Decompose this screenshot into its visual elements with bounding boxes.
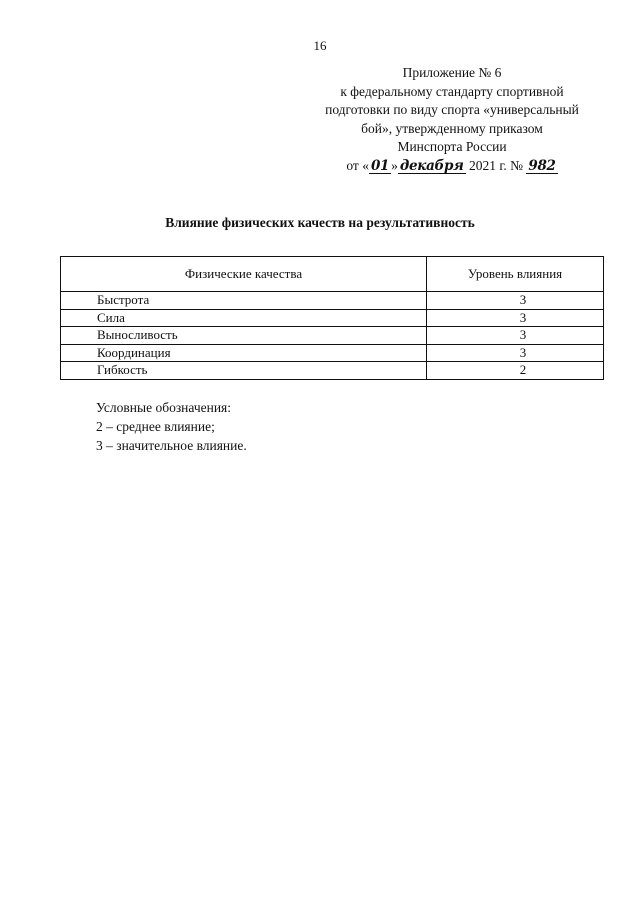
table-row — [61, 292, 604, 310]
document-title: Влияние физических качеств на результативность — [165, 215, 475, 230]
appendix-line: бой», утвержденному приказом — [361, 120, 543, 136]
appendix-title: Приложение № 6 — [402, 65, 502, 80]
handwritten-order-number: 982 — [528, 157, 556, 174]
order-date-line — [302, 157, 602, 176]
level-cell: 3 — [427, 327, 604, 345]
appendix-line: к федеральному стандарту спортивной — [340, 83, 564, 99]
quality-cell: Быстрота — [61, 292, 427, 310]
quality-cell: Сила — [61, 309, 427, 327]
quality-cell: Выносливость — [61, 327, 427, 345]
handwritten-month: декабря — [399, 157, 464, 174]
table-row — [61, 327, 604, 345]
page-number: 16 — [313, 38, 327, 53]
appendix-line: Минспорта России — [397, 139, 507, 154]
column-header-level: Уровень влияния — [427, 257, 604, 292]
table-row — [61, 309, 604, 327]
legend — [96, 398, 247, 455]
quality-cell: Гибкость — [61, 362, 427, 380]
qualities-table — [60, 256, 604, 380]
handwritten-day: 01 — [370, 157, 390, 174]
appendix-header — [302, 64, 602, 175]
quality-cell: Координация — [61, 344, 427, 362]
table-header-row — [61, 257, 604, 292]
table-row — [61, 362, 604, 380]
level-cell: 2 — [427, 362, 604, 380]
level-cell: 3 — [427, 344, 604, 362]
date-year: 2021 г. № — [468, 157, 523, 173]
legend-item: 2 – среднее влияние; — [96, 419, 215, 434]
appendix-line: подготовки по виду спорта «универсальный — [325, 102, 579, 117]
date-prefix: от « — [346, 157, 369, 173]
legend-heading: Условные обозначения: — [96, 400, 232, 415]
table-row — [61, 344, 604, 362]
legend-item: 3 – значительное влияние. — [96, 438, 247, 453]
column-header-quality: Физические качества — [61, 257, 427, 292]
date-mid: » — [391, 157, 398, 173]
level-cell: 3 — [427, 309, 604, 327]
level-cell: 3 — [427, 292, 604, 310]
